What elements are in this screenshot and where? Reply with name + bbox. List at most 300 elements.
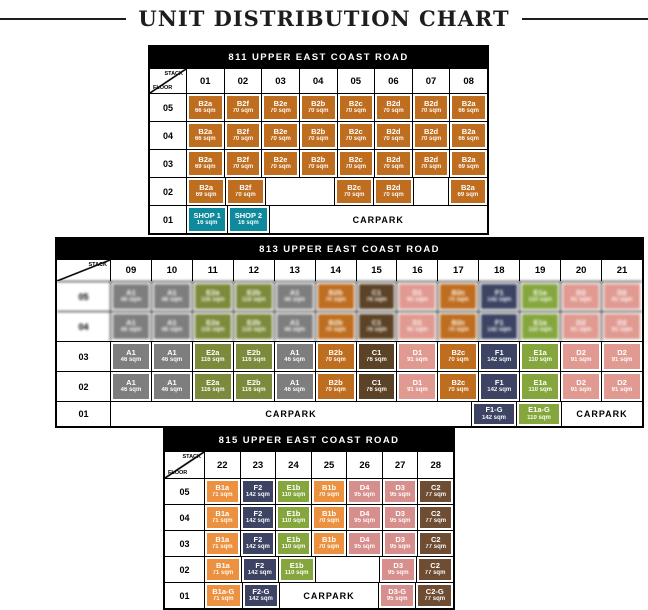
unit-size-label: 142 sqm	[487, 327, 512, 334]
floor-label-04: 04	[165, 505, 205, 530]
unit-cell-d1	[397, 372, 438, 401]
unit-size-label: 70 sqm	[325, 387, 346, 394]
unit-block	[604, 374, 640, 399]
unit-cell-a1	[111, 282, 152, 311]
unit-size-label: 46 sqm	[161, 387, 183, 394]
floor-label-05: 05	[165, 479, 205, 504]
unit-size-label: 46 sqm	[161, 357, 183, 364]
unit-size-label: 110 sqm	[281, 492, 306, 499]
unit-block	[377, 152, 410, 175]
unit-size-label: 116 sqm	[241, 357, 266, 364]
unit-cell-b2c	[438, 342, 479, 371]
unit-block	[277, 314, 313, 339]
unit-block	[207, 507, 238, 528]
unit-type-label: B2d	[386, 182, 401, 192]
unit-cell-b1a	[205, 479, 241, 504]
unit-block	[420, 533, 451, 554]
unit-cell-d2	[602, 372, 642, 401]
unit-type-label: B2f	[239, 182, 252, 192]
unit-block	[474, 404, 514, 424]
unit-type-label: B2b	[328, 377, 343, 387]
unit-type-label: D1	[412, 287, 423, 297]
floor-row-05	[165, 478, 453, 504]
unit-block	[243, 481, 274, 502]
unit-size-label: 142 sqm	[245, 544, 270, 551]
unit-type-label: E2b	[246, 347, 261, 357]
unit-block	[277, 374, 313, 399]
floor-row-02	[150, 177, 487, 205]
unit-type-label: B2c	[451, 287, 466, 297]
unit-type-label: B2d	[386, 154, 401, 164]
unit-cell-c1	[357, 282, 398, 311]
unit-cell-b2a	[187, 150, 225, 177]
unit-cell-e2b	[234, 342, 275, 371]
unit-type-label: D1	[412, 377, 423, 387]
unit-type-label: F1-G	[485, 405, 503, 415]
unit-cell-e1a	[520, 342, 561, 371]
unit-type-label: B2e	[273, 126, 288, 136]
unit-size-label: 16 sqm	[238, 220, 259, 227]
unit-cell-b1a	[205, 557, 242, 582]
unit-block	[302, 124, 335, 147]
floor-row-01	[165, 582, 453, 608]
unit-size-label: 91 sqm	[570, 387, 592, 394]
unit-cell-d3	[380, 557, 417, 582]
unit-cell-d2	[561, 312, 602, 341]
unit-block	[207, 533, 238, 554]
unit-size-label: 91 sqm	[407, 387, 428, 394]
unit-size-label: 70 sqm	[270, 136, 291, 143]
unit-size-label: 70 sqm	[318, 518, 340, 525]
unit-type-label: B1b	[321, 534, 337, 544]
unit-block	[278, 481, 309, 502]
unit-block	[415, 124, 448, 147]
unit-type-label: B1b	[321, 482, 337, 492]
unit-type-label: B2c	[348, 98, 363, 108]
unit-block	[314, 507, 345, 528]
unit-cell-d2	[602, 312, 642, 341]
unit-size-label: 70 sqm	[345, 136, 367, 143]
unit-size-label: 70 sqm	[232, 108, 254, 115]
unit-block	[563, 344, 599, 369]
unit-cell-d2	[561, 342, 602, 371]
floor-row-05	[150, 93, 487, 121]
floor-row-01	[57, 401, 642, 426]
unit-size-label: 46 sqm	[284, 297, 305, 304]
unit-cell-b2f	[225, 150, 263, 177]
unit-size-label: 70 sqm	[420, 164, 442, 171]
unit-block	[189, 180, 223, 203]
unit-size-label: 71 sqm	[211, 518, 233, 525]
unit-cell-f2	[241, 505, 277, 530]
unit-type-label: A1	[126, 287, 136, 297]
unit-block	[236, 374, 272, 399]
unit-cell-b2a	[450, 94, 487, 121]
unit-size-label: 69 sqm	[195, 192, 217, 199]
unit-type-label: E1b	[289, 560, 304, 570]
unit-cell-d2	[602, 342, 642, 371]
unit-cell-c1	[357, 312, 398, 341]
unit-size-label: 70 sqm	[307, 108, 329, 115]
unit-type-label: B2d	[423, 126, 439, 136]
unit-size-label: 91 sqm	[611, 327, 633, 334]
unit-block	[318, 284, 354, 309]
unit-cell-b2d	[413, 122, 451, 149]
unit-block	[359, 284, 395, 309]
unit-block	[415, 96, 448, 119]
unit-size-label: 91 sqm	[407, 297, 428, 304]
unit-size-label: 77 sqm	[424, 596, 446, 603]
unit-cell-e1a	[520, 372, 561, 401]
unit-cell-c2	[418, 479, 453, 504]
stack-label-21: 21	[616, 265, 628, 276]
unit-type-label: B2a	[460, 182, 475, 192]
unit-block	[452, 96, 485, 119]
unit-size-label: 70 sqm	[383, 164, 404, 171]
unit-block	[481, 314, 517, 339]
unit-cell-b2b	[316, 342, 357, 371]
stack-label-15: 15	[357, 260, 398, 281]
unit-block	[563, 284, 599, 309]
unit-size-label: 95 sqm	[389, 518, 411, 525]
unit-type-label: B1b	[321, 508, 337, 518]
unit-block	[399, 314, 435, 339]
unit-cell-d1	[397, 282, 438, 311]
unit-size-label: 70 sqm	[383, 136, 404, 143]
unit-block	[243, 533, 274, 554]
unit-block	[113, 344, 149, 369]
unit-size-label: 110 sqm	[281, 518, 306, 525]
floor-row-02	[165, 556, 453, 582]
stack-floor-corner	[150, 69, 187, 93]
unit-type-label: C2	[430, 534, 441, 544]
unit-type-label: D3	[395, 508, 405, 518]
unit-cell-b1a	[205, 505, 241, 530]
unit-block	[349, 507, 380, 528]
stack-floor-corner	[57, 260, 111, 281]
unit-cell-c2	[418, 505, 453, 530]
unit-size-label: 91 sqm	[611, 297, 633, 304]
unit-block	[359, 374, 395, 399]
unit-type-label: E2b	[246, 377, 261, 387]
unit-size-label: 91 sqm	[570, 327, 592, 334]
floor-label-03: 03	[165, 531, 205, 556]
unit-size-label: 91 sqm	[570, 297, 592, 304]
unit-type-label: C1	[371, 377, 382, 387]
unit-type-label: D3-G	[388, 586, 407, 596]
unit-block	[340, 124, 373, 147]
unit-cell-e2a	[193, 342, 234, 371]
unit-block	[382, 559, 414, 580]
unit-block	[154, 344, 190, 369]
unit-size-label: 77 sqm	[425, 518, 447, 525]
unit-type-label: D2	[576, 317, 586, 327]
unit-block	[195, 374, 231, 399]
unit-cell-b2b	[316, 282, 357, 311]
unit-size-label: 70 sqm	[345, 108, 367, 115]
unit-block	[314, 481, 345, 502]
unit-cell-e2b	[234, 372, 275, 401]
unit-cell-d3	[383, 479, 419, 504]
unit-block	[418, 585, 451, 606]
unit-type-label: C1	[371, 347, 382, 357]
unit-size-label: 91 sqm	[611, 387, 633, 394]
unit-block	[236, 314, 272, 339]
unit-size-label: 71 sqm	[211, 492, 233, 499]
unit-block	[318, 374, 354, 399]
floor-label-01: 01	[57, 402, 111, 426]
unit-block	[522, 374, 558, 399]
unit-size-label: 116 sqm	[200, 327, 225, 334]
unit-size-label: 76 sqm	[366, 387, 387, 394]
unit-cell-c2	[417, 557, 453, 582]
unit-cell-b2b	[316, 312, 357, 341]
unit-size-label: 70 sqm	[307, 136, 329, 143]
unit-block	[481, 284, 517, 309]
unit-cell-f1	[479, 312, 520, 341]
unit-size-label: 142 sqm	[245, 518, 270, 525]
table-header: 813 UPPER EAST COAST ROAD	[57, 239, 642, 259]
unit-type-label: A1	[167, 317, 177, 327]
stack-label-01: 01	[187, 69, 225, 93]
unit-cell-b2d	[375, 122, 413, 149]
table-815-upper-east-coast-road	[163, 427, 455, 610]
unit-block	[385, 533, 416, 554]
unit-block	[189, 208, 225, 231]
stack-label-11: 11	[193, 260, 234, 281]
unit-size-label: 71 sqm	[211, 544, 233, 551]
unit-type-label: D2	[617, 347, 627, 357]
unit-block	[189, 124, 222, 147]
unit-size-label: 110 sqm	[528, 387, 553, 394]
unit-type-label: F1	[494, 347, 504, 357]
unit-block	[318, 344, 354, 369]
stack-label-06: 06	[375, 69, 413, 93]
unit-type-label: E1a	[533, 287, 547, 297]
unit-cell-b2f	[225, 122, 263, 149]
unit-size-label: 70 sqm	[318, 544, 340, 551]
stack-label-04: 04	[300, 69, 338, 93]
empty-cell	[316, 557, 381, 582]
unit-size-label: 95 sqm	[389, 544, 411, 551]
unit-size-label: 46 sqm	[120, 327, 142, 334]
unit-cell-b2c	[338, 150, 376, 177]
unit-type-label: D3	[393, 560, 404, 570]
unit-size-label: 70 sqm	[307, 164, 329, 171]
unit-cell-e1a	[520, 312, 561, 341]
unit-size-label: 110 sqm	[284, 570, 309, 577]
unit-cell-b2c	[338, 122, 376, 149]
unit-cell-d2	[602, 282, 642, 311]
unit-size-label: 70 sqm	[232, 136, 254, 143]
unit-type-label: A1	[167, 347, 177, 357]
unit-size-label: 46 sqm	[161, 297, 183, 304]
floor-row-03	[150, 149, 487, 177]
unit-cell-e1a-g	[517, 402, 562, 426]
unit-size-label: 46 sqm	[284, 327, 305, 334]
unit-size-label: 70 sqm	[420, 108, 442, 115]
corner-floor-label: FLOOR	[153, 85, 173, 91]
floor-label-02: 02	[165, 557, 205, 582]
unit-cell-f2-g	[243, 583, 281, 608]
unit-block	[563, 374, 599, 399]
unit-type-label: F2	[253, 508, 263, 518]
unit-cell-a1	[152, 372, 193, 401]
floor-label-05: 05	[150, 94, 187, 121]
unit-cell-e1a	[520, 282, 561, 311]
unit-type-label: D3	[395, 482, 405, 492]
unit-cell-c1	[357, 342, 398, 371]
unit-cell-b2d	[375, 94, 413, 121]
unit-size-label: 142 sqm	[487, 297, 512, 304]
unit-size-label: 77 sqm	[424, 570, 446, 577]
unit-type-label: B2f	[236, 98, 249, 108]
unit-cell-b2b	[300, 150, 338, 177]
unit-type-label: D2	[576, 287, 586, 297]
unit-block	[359, 314, 395, 339]
unit-size-label: 116 sqm	[241, 297, 266, 304]
unit-size-label: 76 sqm	[366, 357, 387, 364]
unit-block	[440, 314, 476, 339]
unit-size-label: 116 sqm	[241, 327, 266, 334]
unit-type-label: B2d	[423, 98, 439, 108]
unit-block	[154, 314, 190, 339]
empty-cell	[266, 178, 336, 205]
unit-cell-b2e	[262, 150, 300, 177]
title-rule-left	[0, 18, 126, 20]
unit-block	[522, 284, 558, 309]
unit-cell-b2c	[338, 94, 376, 121]
unit-type-label: D2	[617, 377, 627, 387]
unit-size-label: 69 sqm	[457, 192, 479, 199]
unit-cell-e2b	[234, 312, 275, 341]
unit-type-label: C2-G	[425, 586, 444, 596]
unit-size-label: 70 sqm	[232, 164, 254, 171]
stack-label-03: 03	[262, 69, 300, 93]
unit-cell-b2b	[300, 94, 338, 121]
unit-size-label: 95 sqm	[387, 570, 409, 577]
unit-block	[376, 180, 410, 203]
unit-type-label: B2b	[311, 98, 326, 108]
unit-block	[281, 559, 313, 580]
unit-cell-a1	[111, 372, 152, 401]
unit-block	[264, 152, 297, 175]
unit-size-label: 46 sqm	[120, 357, 142, 364]
unit-type-label: B2d	[423, 154, 439, 164]
unit-cell-b2b	[316, 372, 357, 401]
unit-cell-d1	[397, 312, 438, 341]
unit-size-label: 70 sqm	[383, 108, 404, 115]
unit-type-label: D3	[395, 534, 405, 544]
unit-size-label: 95 sqm	[354, 492, 375, 499]
unit-type-label: B1a-G	[212, 586, 235, 596]
unit-size-label: 91 sqm	[407, 357, 428, 364]
unit-block	[522, 344, 558, 369]
unit-type-label: B2b	[328, 287, 343, 297]
unit-block	[420, 507, 451, 528]
unit-type-label: B2b	[328, 347, 343, 357]
stack-label-05: 05	[338, 69, 376, 93]
unit-block	[227, 152, 260, 175]
carpark-cell: CARPARK	[111, 402, 472, 426]
unit-cell-d2	[561, 372, 602, 401]
unit-block	[399, 374, 435, 399]
unit-type-label: SHOP 2	[234, 210, 263, 220]
unit-block	[519, 404, 559, 424]
unit-block	[452, 152, 485, 175]
floor-row-04	[57, 311, 642, 341]
unit-cell-f1	[479, 282, 520, 311]
unit-block	[377, 124, 410, 147]
unit-size-label: 142 sqm	[245, 492, 270, 499]
unit-size-label: 142 sqm	[247, 570, 272, 577]
stack-label-23: 23	[241, 452, 277, 478]
unit-cell-b2c	[438, 372, 479, 401]
unit-type-label: B2c	[451, 347, 466, 357]
unit-size-label: 70 sqm	[235, 192, 256, 199]
floor-row-03	[165, 530, 453, 556]
unit-size-label: 70 sqm	[447, 387, 469, 394]
unit-type-label: E1a-G	[528, 405, 550, 415]
unit-size-label: 95 sqm	[389, 492, 411, 499]
unit-block	[278, 507, 309, 528]
unit-block	[399, 344, 435, 369]
unit-block	[420, 481, 451, 502]
unit-size-label: 91 sqm	[570, 357, 592, 364]
floor-label-02: 02	[150, 178, 187, 205]
unit-block	[277, 344, 313, 369]
unit-type-label: F2-G	[252, 586, 270, 596]
corner-stack-label: STACK	[164, 71, 183, 77]
unit-cell-a1	[275, 312, 316, 341]
unit-block	[381, 585, 414, 606]
unit-type-label: A1	[167, 287, 177, 297]
unit-size-label: 76 sqm	[366, 297, 387, 304]
unit-size-label: 70 sqm	[318, 492, 340, 499]
floor-label-04: 04	[57, 312, 111, 341]
unit-type-label: E2a	[206, 377, 220, 387]
unit-size-label: 110 sqm	[528, 327, 553, 334]
carpark-cell: CARPARK	[352, 214, 404, 225]
unit-cell-b2c	[335, 178, 374, 205]
unit-cell-a1	[275, 372, 316, 401]
unit-block	[154, 284, 190, 309]
unit-type-label: D1	[412, 317, 423, 327]
unit-cell-b1a	[205, 531, 241, 556]
unit-cell-c2-g	[416, 583, 453, 608]
unit-type-label: A1	[289, 287, 300, 297]
unit-cell-a1	[111, 312, 152, 341]
unit-block	[359, 344, 395, 369]
unit-cell-a1	[275, 282, 316, 311]
unit-block	[189, 152, 222, 175]
unit-size-label: 116 sqm	[200, 357, 225, 364]
unit-block	[154, 374, 190, 399]
unit-block	[399, 284, 435, 309]
unit-cell-d4	[347, 505, 383, 530]
stack-label-10: 10	[152, 260, 193, 281]
unit-type-label: B2c	[348, 126, 363, 136]
unit-block	[440, 344, 476, 369]
unit-size-label: 66 sqm	[194, 108, 216, 115]
unit-type-label: B2a	[461, 154, 476, 164]
unit-block	[340, 152, 373, 175]
unit-block	[337, 180, 371, 203]
unit-type-label: B2d	[386, 126, 401, 136]
unit-size-label: 69 sqm	[458, 164, 480, 171]
unit-cell-shop-1	[187, 206, 228, 233]
floor-row-01	[150, 205, 487, 233]
